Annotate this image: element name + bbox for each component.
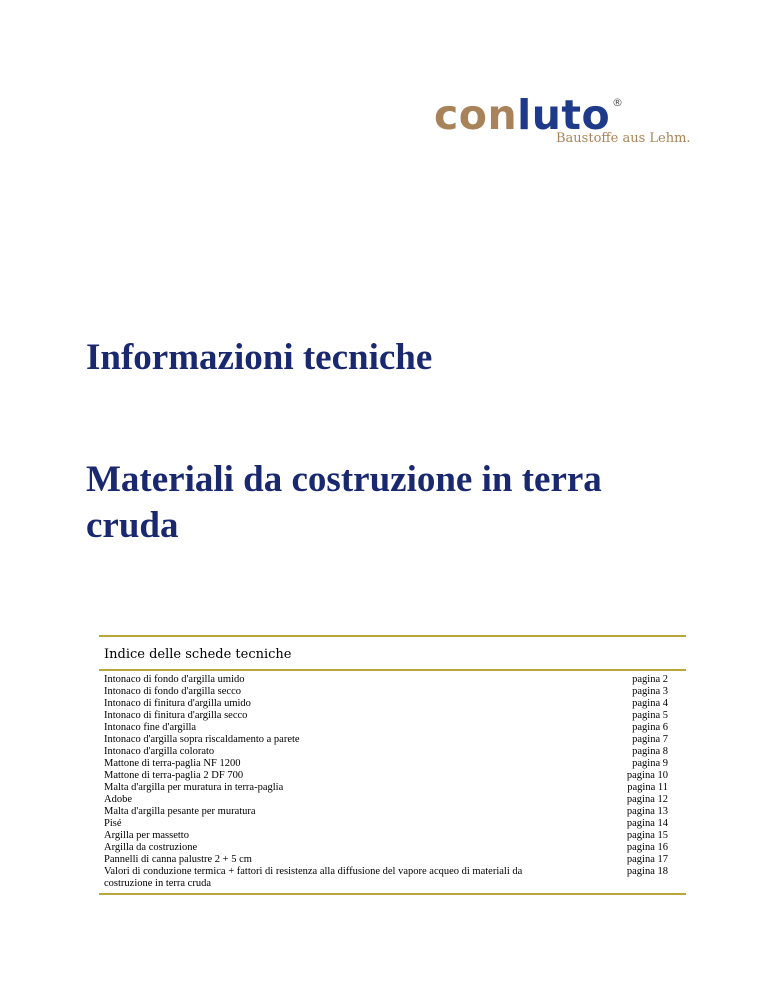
- toc-entry-page: pagina 3: [632, 686, 668, 697]
- toc-entry[interactable]: [104, 794, 686, 806]
- toc-entry-title: Intonaco di fondo d'argilla umido: [104, 674, 245, 685]
- toc-entry-page: pagina 4: [632, 698, 668, 709]
- toc-entry[interactable]: [104, 842, 686, 854]
- toc-entry[interactable]: [104, 854, 686, 866]
- toc-entry-page: pagina 5: [632, 710, 668, 721]
- toc-entry-page: pagina 18: [626, 866, 668, 877]
- document-title: Informazioni tecniche: [86, 337, 433, 378]
- toc-entry-title: Mattone di terra-paglia NF 1200: [104, 758, 241, 769]
- toc-entry-page: pagina 9: [632, 758, 668, 769]
- toc-entry[interactable]: [104, 770, 686, 782]
- toc-entry-page: pagina 11: [627, 782, 668, 793]
- toc-heading: Indice delle schede tecniche: [104, 647, 292, 662]
- toc-entry-page: pagina 2: [632, 674, 668, 685]
- toc-entry-title: Intonaco fine d'argilla: [104, 722, 197, 733]
- toc-entry[interactable]: [104, 758, 686, 770]
- toc-entry[interactable]: [104, 866, 686, 890]
- toc-entry-page: pagina 17: [626, 854, 668, 865]
- logo-tagline: Baustoffe aus Lehm.: [556, 131, 691, 146]
- toc-entry[interactable]: [104, 674, 686, 686]
- toc-list: [99, 671, 686, 893]
- document-subtitle: Materiali da costruzione in terra cruda: [86, 459, 602, 546]
- toc-entry-title: Adobe: [104, 794, 132, 805]
- toc-entry[interactable]: [104, 806, 686, 818]
- logo-word-luto: luto: [517, 91, 611, 139]
- toc-entry-page: pagina 7: [632, 734, 668, 745]
- toc-entry[interactable]: [104, 746, 686, 758]
- toc-entry-title: Argilla per massetto: [104, 830, 189, 841]
- toc-entry[interactable]: [104, 698, 686, 710]
- toc-entry-title: Argilla da costruzione: [104, 842, 198, 853]
- toc-entry-title: Malta d'argilla per muratura in terra-paglia: [104, 782, 284, 793]
- toc-entry-title: Intonaco di fondo d'argilla secco: [104, 686, 241, 697]
- toc-entry[interactable]: [104, 734, 686, 746]
- toc-entry-title: Pisé: [104, 818, 122, 829]
- conluto-logo: [434, 92, 694, 152]
- toc-entry-title: Intonaco di finitura d'argilla umido: [104, 698, 251, 709]
- toc-entry-title: Intonaco d'argilla colorato: [104, 746, 215, 757]
- toc-entry-page: pagina 6: [632, 722, 668, 733]
- toc-entry[interactable]: [104, 818, 686, 830]
- toc-entry-title: Pannelli di canna palustre 2 + 5 cm: [104, 854, 252, 865]
- toc-entry[interactable]: [104, 710, 686, 722]
- toc-bottom-rule: [99, 893, 686, 895]
- toc-entry-page: pagina 8: [632, 746, 668, 757]
- toc-entry[interactable]: [104, 722, 686, 734]
- toc-entry-title: Mattone di terra-paglia 2 DF 700: [104, 770, 244, 781]
- toc-entry-page: pagina 12: [626, 794, 668, 805]
- toc-entry-title: Valori di conduzione termica + fattori di resistenza alla diffusione del vapore acqueo di materiali da costruzione in terra cruda: [104, 866, 523, 889]
- toc-entry-page: pagina 14: [626, 818, 668, 829]
- toc-entry[interactable]: [104, 686, 686, 698]
- table-of-contents: [99, 635, 686, 895]
- toc-entry-page: pagina 10: [626, 770, 668, 781]
- registered-mark: ®: [612, 96, 623, 109]
- toc-entry-page: pagina 15: [626, 830, 668, 841]
- toc-entry[interactable]: [104, 830, 686, 842]
- toc-entry-title: Malta d'argilla pesante per muratura: [104, 806, 256, 817]
- toc-entry-title: Intonaco d'argilla sopra riscaldamento a parete: [104, 734, 300, 745]
- logo-word-con: con: [434, 91, 518, 139]
- toc-entry[interactable]: [104, 782, 686, 794]
- toc-entry-page: pagina 16: [626, 842, 668, 853]
- toc-entry-page: pagina 13: [626, 806, 668, 817]
- toc-entry-title: Intonaco di finitura d'argilla secco: [104, 710, 248, 721]
